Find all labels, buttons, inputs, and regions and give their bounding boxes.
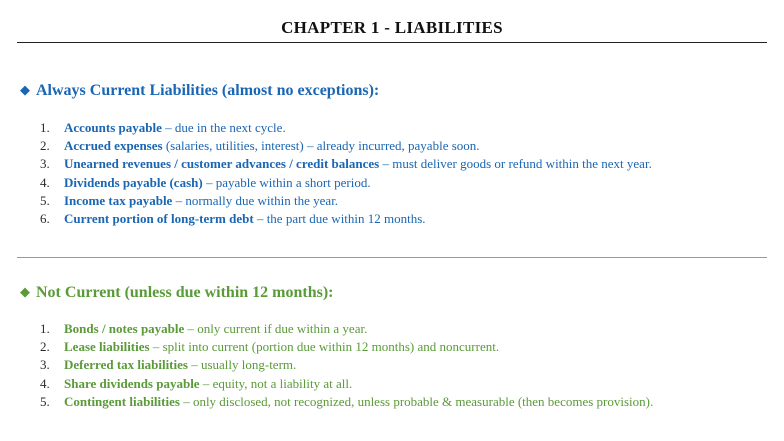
section-heading-current — [20, 82, 379, 100]
diamond-icon: ◆ — [20, 284, 30, 299]
item-description: – equity, not a liability at all. — [199, 375, 353, 391]
item-term: Accounts payable — [64, 120, 162, 135]
section-divider — [17, 257, 767, 258]
list-item — [40, 192, 652, 210]
item-number: 5. — [40, 192, 50, 208]
item-number: 2. — [40, 138, 50, 154]
item-description: (salaries, utilities, interest) – already incurred, payable soon. — [162, 138, 480, 154]
item-description: – usually long-term. — [187, 357, 297, 373]
item-term: Unearned revenues / customer advances / credit balances — [64, 156, 380, 172]
item-term: Contingent liabilities — [64, 393, 180, 409]
item-description: – split into current (portion due within 12 months) and noncurrent. — [149, 339, 500, 355]
item-term: Share dividends payable — [64, 375, 200, 391]
list-item — [40, 338, 653, 356]
item-number: 6. — [40, 211, 50, 227]
item-description: – normally due within the year. — [172, 192, 339, 208]
item-term: Accrued expenses — [64, 138, 163, 154]
item-term: Current portion of long-term debt — [64, 211, 254, 227]
page-title: CHAPTER 1 - LIABILITIES — [281, 18, 503, 37]
list-item — [40, 174, 652, 192]
item-term: Bonds / notes payable — [64, 321, 185, 336]
item-term: Income tax payable — [64, 192, 173, 208]
item-term: Deferred tax liabilities — [64, 357, 188, 373]
item-description: – due in the next cycle. — [161, 120, 286, 135]
item-number: 5. — [40, 393, 50, 409]
list-item — [40, 393, 653, 411]
item-description: – payable within a short period. — [202, 174, 371, 190]
item-number: 1. — [40, 321, 50, 336]
list-item — [40, 210, 652, 228]
list-item — [40, 356, 653, 374]
item-description: – only current if due within a year. — [184, 321, 368, 336]
title-divider — [17, 42, 767, 43]
item-number: 3. — [40, 156, 50, 172]
item-number: 4. — [40, 375, 50, 391]
item-number: 2. — [40, 339, 50, 355]
list-item — [40, 137, 652, 155]
item-number: 4. — [40, 174, 50, 190]
list-item — [40, 155, 652, 173]
noncurrent-liabilities-list — [40, 320, 653, 411]
list-item — [40, 320, 653, 338]
item-number: 3. — [40, 357, 50, 373]
item-description: – must deliver goods or refund within the next year. — [379, 156, 652, 172]
section-heading-not-current — [20, 284, 334, 302]
section-heading-text: Not Current (unless due within 12 months): — [36, 284, 334, 301]
list-item — [40, 119, 652, 137]
current-liabilities-list — [40, 119, 652, 228]
item-number: 1. — [40, 120, 50, 135]
item-description: – only disclosed, not recognized, unless probable & measurable (then becomes provision). — [179, 393, 654, 409]
item-term: Lease liabilities — [64, 339, 150, 355]
item-term: Dividends payable (cash) — [64, 174, 203, 190]
list-item — [40, 375, 653, 393]
diamond-icon: ◆ — [20, 82, 30, 97]
section-heading-text: Always Current Liabilities (almost no exceptions): — [36, 82, 380, 99]
item-description: – the part due within 12 months. — [253, 211, 426, 227]
